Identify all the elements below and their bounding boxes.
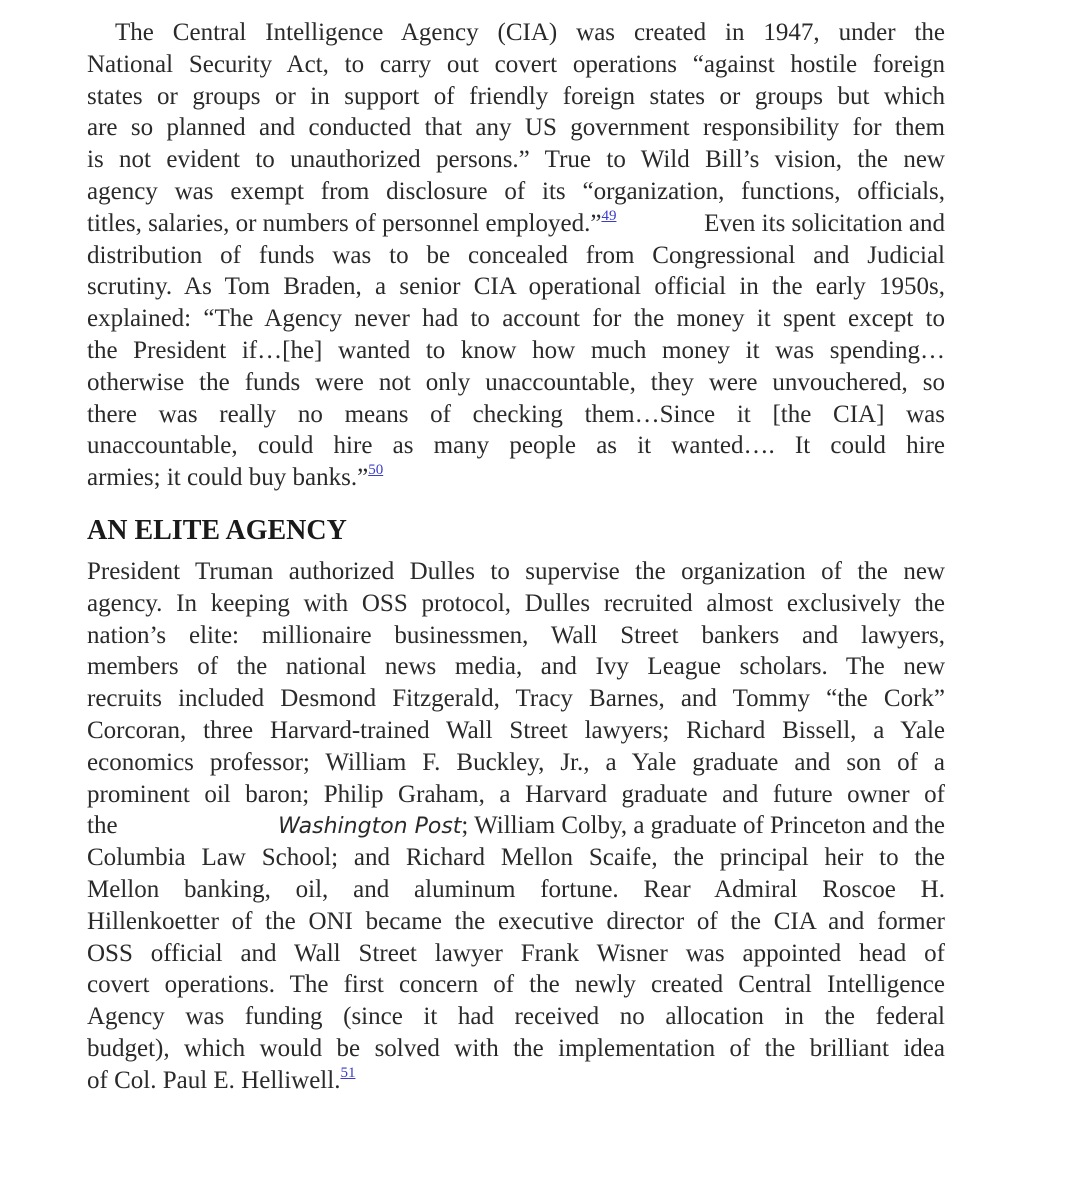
text-line: are so planned and conducted that any US government responsibility for them [87,114,945,142]
text-line: National Security Act, to carry out covert operations “against hostile foreign [87,50,945,78]
text-line: members of the national news media, and Ivy League scholars. The new [87,653,945,681]
text-line: prominent oil baron; Philip Graham, a Harvard graduate and future owner of [87,780,945,808]
text-segment: ; William Colby, a graduate of Princeton and the [461,812,945,840]
text-line: agency was exempt from disclosure of its “organization, functions, officials, [87,177,945,205]
text-line: recruits included Desmond Fitzgerald, Tracy Barnes, and Tommy “the Cork” [87,685,945,713]
book-page [87,17,945,1097]
footnote-link-50[interactable]: 50 [368,462,384,479]
section-heading: AN ELITE AGENCY [87,514,347,546]
text-line: economics professor; William F. Buckley, Jr., a Yale graduate and son of a [87,748,945,776]
text-segment: of Col. Paul E. Helliwell. [87,1066,341,1094]
text-line: nation’s elite: millionaire businessmen, Wall Street bankers and lawyers, [87,621,945,649]
text-line: Agency was funding (since it had received no allocation in the federal [87,1003,945,1031]
text-line-with-footnote [87,1065,945,1097]
text-segment: the [87,812,118,840]
text-segment: Even its solicitation and [704,209,945,237]
paragraph-cia-creation [87,17,945,494]
text-line: budget), which would be solved with the implementation of the brilliant idea [87,1034,945,1062]
text-line: OSS official and Wall Street lawyer Frank Wisner was appointed head of [87,939,945,967]
text-line: states or groups or in support of friendly foreign states or groups but which [87,82,945,110]
text-line: agency. In keeping with OSS protocol, Dulles recruited almost exclusively the [87,589,945,617]
text-line: distribution of funds was to be concealed from Congressional and Judicial [87,241,945,269]
text-line: Mellon banking, oil, and aluminum fortune. Rear Admiral Roscoe H. [87,875,945,903]
footnote-link-51[interactable]: 51 [340,1064,356,1081]
text-line: covert operations. The first concern of the newly created Central Intelligence [87,971,945,999]
text-segment: titles, salaries, or numbers of personnel employed.” [87,209,602,237]
text-line: Hillenkoetter of the ONI became the executive director of the CIA and former [87,907,945,935]
text-segment: armies; it could buy banks.” [87,464,369,492]
text-line: otherwise the funds were not only unaccountable, they were unvouchered, so [87,368,945,396]
text-line: Corcoran, three Harvard-trained Wall Street lawyers; Richard Bissell, a Yale [87,716,945,744]
text-line: Columbia Law School; and Richard Mellon Scaife, the principal heir to the [87,844,945,872]
publication-title: Washington Post [278,814,462,840]
text-line-with-italic-title [87,810,945,842]
text-line: President Truman authorized Dulles to supervise the organization of the new [87,557,945,585]
text-line-with-footnote [87,462,945,494]
text-line: The Central Intelligence Agency (CIA) was created in 1947, under the [115,19,945,46]
text-line: the President if…[he] wanted to know how much money it was spending… [87,336,945,364]
paragraph-elite-agency [87,556,945,1097]
text-line: scrutiny. As Tom Braden, a senior CIA operational official in the early 1950s, [87,273,945,301]
text-line: unaccountable, could hire as many people as it wanted…. It could hire [87,432,945,460]
text-line: there was really no means of checking them…Since it [the CIA] was [87,400,945,428]
footnote-link-49[interactable]: 49 [601,207,617,224]
text-line: is not evident to unauthorized persons.” True to Wild Bill’s vision, the new [87,146,945,174]
text-line: explained: “The Agency never had to account for the money it spent except to [87,305,945,333]
text-line-with-footnote [87,208,945,240]
